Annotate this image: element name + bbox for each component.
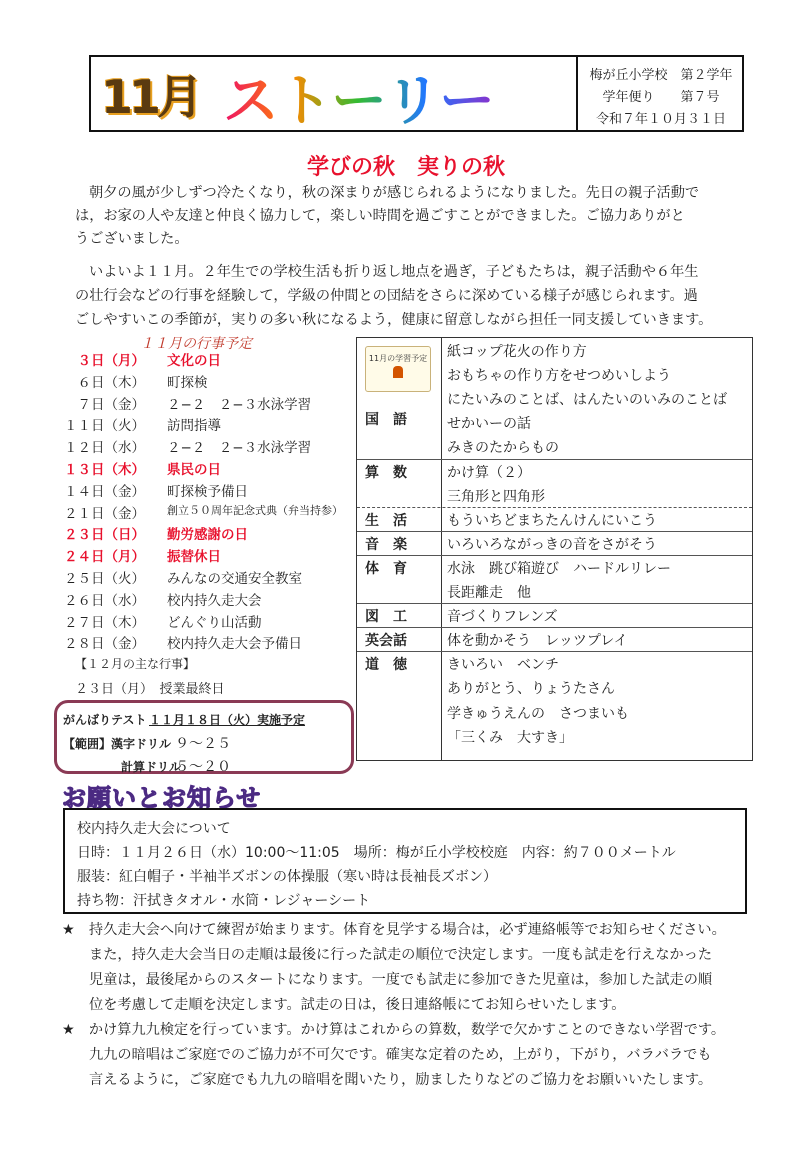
intro-line: ごしやすいこの季節が，実りの多い秋になるよう，健康に留意しながら担任一同支援していきます。 [75, 312, 713, 328]
event-date: １４日（金） [64, 483, 145, 500]
subject-name: 国 語 [365, 411, 407, 428]
notice-box-line: 服装：紅白帽子・半袖半ズボンの体操服（寒い時は長袖長ズボン） [77, 869, 497, 885]
issue-number: 学年便り 第７号 [602, 90, 720, 105]
title-month: 11月 [101, 70, 200, 124]
issue-date: 令和７年１０月３１日 [595, 112, 726, 127]
schedule-event [0, 545, 350, 565]
lesson-item: 三角形と四角形 [447, 488, 545, 505]
lesson-item: 紙コップ花火の作り方 [447, 344, 587, 360]
lesson-item: 水泳 跳び箱遊び ハードルリレー [447, 560, 671, 577]
notice-box [63, 808, 747, 914]
notice-box-line: 日時：１１月２６日（水）10:00〜11:05 場所：梅が丘小学校校庭 内容：約７００メートル [77, 845, 676, 861]
event-name: ２−２ ２−３水泳学習 [167, 440, 312, 457]
intro-line: 朝夕の風が少しずつ冷たくなり，秋の深まりが感じられるようになりました。先日の親子活動で [89, 185, 700, 201]
subject-name: 音 楽 [365, 536, 407, 553]
subject-name: 英会話 [365, 633, 407, 650]
newsletter-header [89, 55, 744, 132]
table-row-divider [357, 507, 752, 508]
intro-line: は，お家の人や友達と仲良く協力して，楽しい時間を過ごすことができました。ご協力ありがと [75, 208, 685, 224]
table-row-divider [357, 555, 752, 556]
event-date: ７日（金） [77, 396, 145, 413]
event-date: ２８日（金） [64, 636, 145, 653]
event-date: ２４日（月） [64, 549, 145, 566]
schedule-event [0, 480, 350, 500]
notice-box-line: 校内持久走大会について [77, 821, 231, 837]
notice-item-line: 言えるように，ご家庭でも九九の暗唱を聞いたり，励ましたりなどのご協力をお願いいたします。 [89, 1072, 713, 1088]
notice-item-line: ★ 持久走大会へ向けて練習が始まります。体育を見学する場合は，必ず連絡帳等でお知らせください。 [62, 922, 726, 938]
table-row-divider [357, 603, 752, 604]
lesson-item: 学きゅうえんの さつまいも [447, 705, 629, 722]
subject-name: 道 徳 [365, 657, 407, 674]
schedule-event [0, 523, 350, 543]
teacher-icon [393, 366, 403, 378]
test-range2-label: 計算ドリル [121, 760, 182, 774]
intro-line: いよいよ１１月。２年生での学校生活も折り返し地点を過ぎ，子どもたちは，親子活動や６年生 [89, 264, 699, 280]
event-date: ２６日（水） [64, 592, 145, 609]
intro-line: うございました。 [75, 231, 189, 247]
schedule-event [0, 632, 350, 652]
test-range-calc: ５〜２０ [175, 759, 231, 775]
table-row-divider [357, 651, 752, 652]
event-name: みんなの交通安全教室 [167, 571, 302, 587]
event-name: 校内持久走大会 [167, 592, 262, 609]
schedule-event [0, 589, 350, 609]
event-name: ２−２ ２−３水泳学習 [167, 396, 312, 413]
schedule-event [0, 414, 350, 434]
schedule-event [0, 349, 350, 369]
lesson-item: 長距離走 他 [447, 585, 531, 601]
event-date: ３日（月） [77, 353, 145, 369]
notice-item-line: また，持久走大会当日の走順は最後に行った試走の順位で決定します。一度も試走を行えなかった [89, 947, 713, 963]
lesson-item: にたいみのことば、はんたいのいみのことば [447, 392, 727, 409]
lesson-item: 体を動かそう レッツプレイ [447, 633, 628, 650]
event-date: ２７日（木） [64, 614, 145, 631]
subject-name: 生 活 [365, 512, 407, 529]
schedule-list [0, 349, 355, 679]
lesson-item: きいろい ベンチ [447, 657, 559, 674]
event-name: 訪問指導 [167, 418, 221, 435]
notice-title: お願いとお知らせ [62, 778, 261, 813]
event-date: ２５日（火） [64, 571, 145, 587]
lesson-item: かけ算（２） [447, 464, 531, 481]
table-row-divider [357, 627, 752, 628]
lesson-item: 「三くみ 大すき」 [447, 729, 573, 746]
study-plan-table [356, 337, 753, 761]
lesson-item: おもちゃの作り方をせつめいしよう [447, 368, 671, 385]
december-event: ２３日（月） 授業最終日 [75, 682, 225, 697]
event-name: 文化の日 [167, 353, 221, 369]
test-label: がんばりテスト [63, 713, 147, 727]
lesson-item: せかいーの話 [447, 416, 531, 433]
schedule-event [0, 436, 350, 456]
subject-name: 図 工 [365, 609, 407, 626]
subject-name: 算 数 [365, 464, 407, 481]
lesson-item: もういちどまちたんけんにいこう [447, 512, 657, 529]
badge-text: 11月の学習予定 [368, 354, 428, 363]
event-date: ２３日（日） [64, 527, 145, 544]
test-range-label: 【範囲】漢字ドリル [63, 737, 172, 751]
event-name: 県民の日 [167, 462, 221, 478]
study-plan-badge [365, 346, 431, 392]
event-name: どんぐり山活動 [167, 614, 262, 631]
event-name: 校内持久走大会予備日 [167, 636, 302, 653]
december-title: 【１２月の主な行事】 [75, 657, 196, 671]
schedule-event [0, 567, 350, 587]
lesson-item: ありがとう、りょうたさん [447, 681, 615, 698]
event-date: ６日（木） [77, 374, 145, 391]
intro-line: の壮行会などの行事を経験して，学級の仲間との団結をさらに深めている様子が感じられます。過 [75, 288, 698, 304]
schedule-event [0, 371, 350, 391]
event-date: ２１日（金） [64, 505, 145, 522]
event-name: 振替休日 [167, 549, 221, 566]
table-divider [441, 338, 442, 760]
header-divider [576, 57, 578, 130]
table-row-divider [357, 459, 752, 460]
notice-item-line: 児童は，最後尾からのスタートになります。一度でも試走に参加できた児童は，参加した試走の順 [89, 972, 713, 988]
event-name: 創立５０周年記念式典（弁当持参） [167, 503, 343, 517]
lesson-item: 音づくりフレンズ [447, 609, 558, 626]
event-name: 町探検 [167, 374, 208, 391]
headline: 学びの秋 実りの秋 [306, 155, 505, 180]
event-name: 勤労感謝の日 [167, 527, 248, 544]
test-date: １１月１８日（火）実施予定 [149, 713, 306, 727]
table-row-divider [357, 531, 752, 532]
test-range-kanji: ９〜２５ [175, 736, 231, 752]
notice-item-line: 九九の暗唱はご家庭でのご協力が不可欠です。確実な定着のため，上がり，下がり，バラバラでも [89, 1047, 712, 1063]
schedule-title: １１月の行事予定 [140, 336, 252, 352]
title-story: ストーリー [223, 57, 493, 137]
school-name: 梅が丘小学校 第２学年 [589, 68, 733, 83]
notice-box-line: 持ち物：汗拭きタオル・水筒・レジャーシート [77, 893, 371, 909]
notice-item-line: ★ かけ算九九検定を行っています。かけ算はこれからの算数，数学で欠かすことのできない学習です。 [62, 1022, 726, 1038]
schedule-event [0, 502, 350, 522]
notice-item-line: 位を考慮して走順を決定します。試走の日は，後日連絡帳にてお知らせいたします。 [89, 997, 626, 1013]
schedule-event [0, 611, 350, 631]
lesson-item: みきのたからもの [447, 440, 559, 457]
schedule-event [0, 458, 350, 478]
event-date: １３日（木） [64, 462, 145, 478]
schedule-event [0, 393, 350, 413]
subject-name: 体 育 [365, 560, 407, 577]
event-name: 町探検予備日 [167, 483, 248, 500]
event-date: １１日（火） [64, 418, 145, 435]
event-date: １２日（水） [64, 440, 145, 457]
lesson-item: いろいろながっきの音をさがそう [447, 536, 657, 553]
test-box [54, 700, 354, 774]
